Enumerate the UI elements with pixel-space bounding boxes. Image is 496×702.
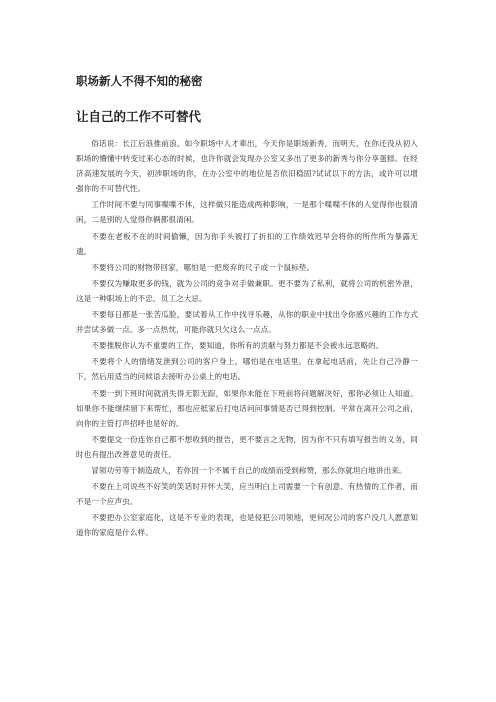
paragraph: 工作时间不要与同事喋喋不休，这样做只能造成两种影响，一是那个喋喋不休的人觉得你也很清闲，二是别的人觉得你俩都很清闲。 [76,200,418,225]
paragraph: 不要在上司说些不好笑的笑话时开怀大笑，应当明白上司需要一个有创意、有热情的工作者，而不是一个应声虫。 [76,482,418,507]
section-title: 让自己的工作不可替代 [76,109,202,124]
paragraph: 不要把办公室家庭化，这是不专业的表现，也是侵犯公司领地，更何况公司的客户没几人愿意知道你的家庭是什么样。 [76,513,418,538]
document-title: 职场新人不得不知的秘密 [76,74,203,88]
paragraph: 不要仅为赚取更多的钱，就为公司的竞争对手做兼职。更不要为了私利，就将公司的机密外泄，这是一种职场上的不忠，员工之大忌。 [76,278,418,303]
paragraph: 不要在老板不在的时间偷懒，因为你手头被打了折扣的工作绩效迟早会将你的所作所为暴露无遗。 [76,231,418,256]
document-page [76,74,418,541]
paragraph: 不要一到下班时间就消失得无影无踪，如果你未能在下班前将问题解决好，那你必须让人知道。如果你不能继续留下来帮忙，那也应抵家后打电话问问事情是否已得到控制。平常在离开公司之前，向你的主管打声招呼也是好的。 [76,388,418,428]
document-body [76,136,418,540]
paragraph: 不要将公司的财物带回家，哪怕是一把废弃的尺子或一个鼠标垫。 [91,262,315,272]
paragraph: 俗话说：长江后浪推前浪。如今职场中人才辈出，今天你是职场新秀，而明天，在你还没从初入职场的懵懂中转变过来心态的时候，也许你就会发现办公室又多出了更多的新秀与你分享蛋糕。在经济高速发展的今天，初涉职场的你，在办公室中的地位是否依旧稳固?试试以下的方法，或许可以增强你的不可替代性。 [76,139,418,194]
paragraph: 不要推脱你认为不重要的工作，要知道，你所有的贡献与努力都是不会被永远忽略的。 [91,341,384,351]
paragraph: 不要将个人的情绪发泄到公司的客户身上，哪怕是在电话里。在拿起电话前，先让自己冷静一下，然后用适当的问候语去接听办公桌上的电话。 [76,357,418,382]
paragraph: 冒领功劳等于制造敌人，若你因一个不属于自己的成绩而受到称赞，那么你就坦白地讲出来。 [91,465,407,475]
paragraph: 不要提交一份连你自己都不想收到的报告，更不要言之无物，因为你不只有填写报告的义务，同时也有提出改善意见的责任。 [76,434,418,459]
paragraph: 不要每日都是一张苦瓜脸，要试着从工作中找寻乐趣，从你的职业中找出令你感兴趣的工作方式并尝试多做一点。多一点热忱，可能你就只欠这么一点点。 [76,310,418,335]
